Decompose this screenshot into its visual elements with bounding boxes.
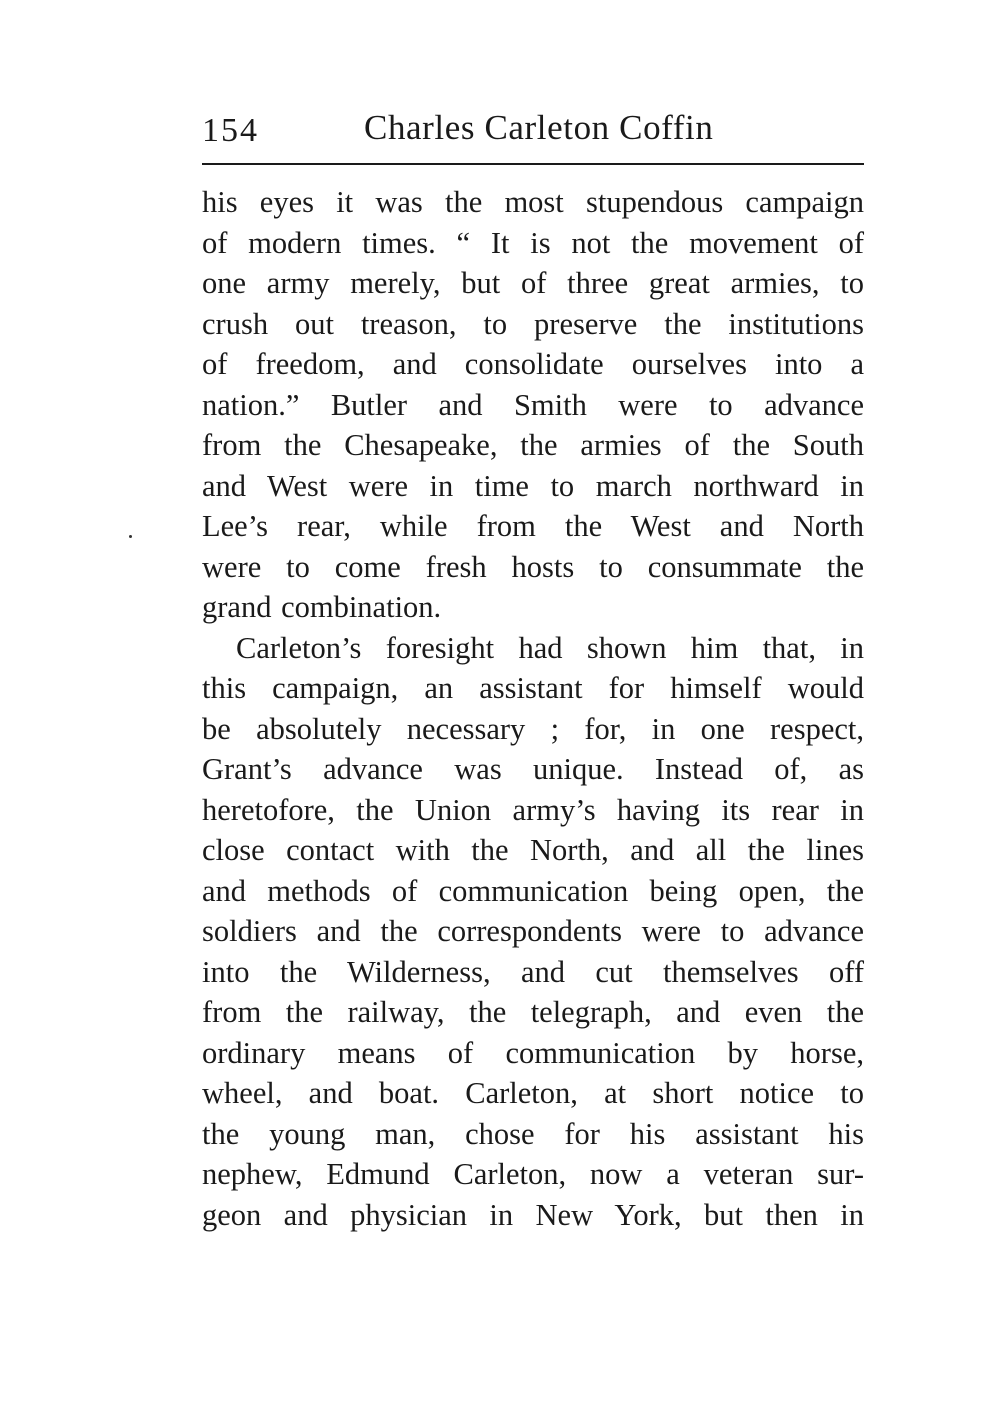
text-line: were to come fresh hosts to consummate the: [202, 549, 864, 584]
page-number: 154: [202, 112, 259, 149]
text-line: from the Chesapeake, the armies of the South: [202, 428, 864, 462]
header-rule: [202, 163, 864, 165]
text-line: ordinary means of communication by horse,: [202, 1035, 864, 1070]
paragraph-2: [202, 628, 864, 1236]
text-line: of freedom, and consolidate ourselves into a: [202, 347, 864, 381]
text-line: and West were in time to march northward in: [202, 468, 864, 503]
running-head: [202, 108, 864, 158]
text-line: heretofore, the Union army’s having its rear in: [202, 792, 864, 827]
text-line: Lee’s rear, while from the West and North: [202, 509, 864, 543]
running-title: Charles Carleton Coffin: [364, 108, 714, 147]
text-line: from the railway, the telegraph, and even the: [202, 995, 864, 1029]
text-line: crush out treason, to preserve the institutions: [202, 306, 864, 341]
text-line: Carleton’s foresight had shown him that, in: [236, 630, 864, 665]
text-line: one army merely, but of three great armies, to: [202, 266, 864, 300]
text-line: wheel, and boat. Carleton, at short notice to: [202, 1076, 864, 1110]
text-line: nation.” Butler and Smith were to advance: [202, 387, 864, 422]
text-line: close contact with the North, and all the lines: [202, 833, 864, 867]
text-line: soldiers and the correspondents were to advance: [202, 914, 864, 948]
text-line: nephew, Edmund Carleton, now a veteran sur-: [202, 1157, 864, 1191]
body-text: [202, 182, 864, 1235]
text-line: geon and physician in New York, but then in: [202, 1197, 864, 1232]
text-line: of modern times. “ It is not the movement of: [202, 225, 864, 260]
text-line: his eyes it was the most stupendous campaign: [202, 185, 864, 219]
text-line: grand combination.: [202, 590, 442, 624]
text-line: and methods of communication being open, the: [202, 873, 864, 908]
text-line: Grant’s advance was unique. Instead of, as: [202, 752, 864, 786]
text-line: the young man, chose for his assistant his: [202, 1116, 864, 1151]
text-line: this campaign, an assistant for himself would: [202, 671, 864, 705]
margin-speck: [129, 535, 132, 538]
paragraph-1: [202, 182, 864, 628]
text-line: into the Wilderness, and cut themselves off: [202, 954, 864, 989]
text-line: be absolutely necessary ; for, in one respect,: [202, 711, 864, 746]
